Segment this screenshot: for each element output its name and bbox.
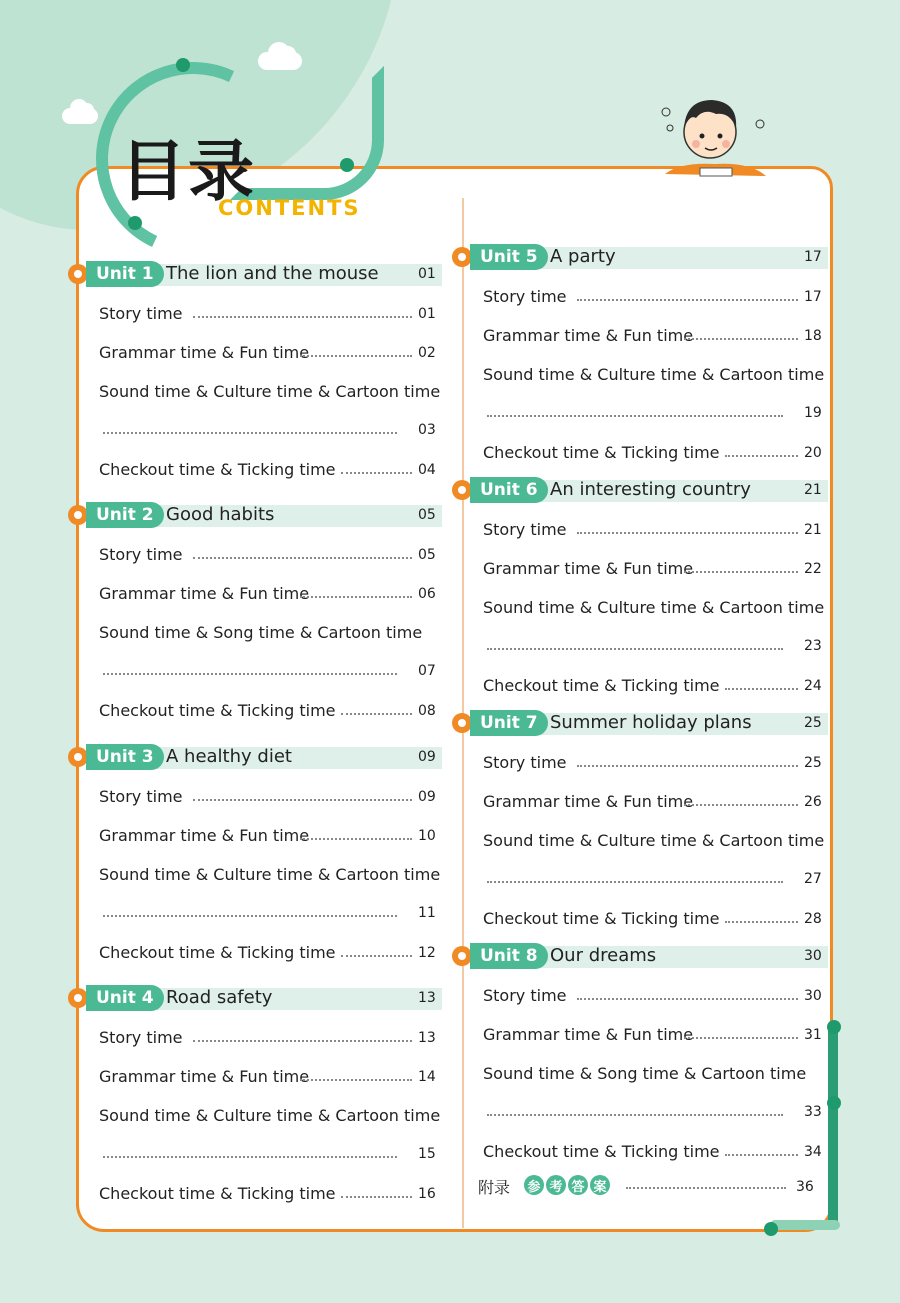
toc-item-page: 14	[418, 1069, 436, 1085]
appendix-page: 36	[796, 1179, 814, 1195]
leader-dots	[684, 1037, 798, 1039]
leader-dots	[341, 1196, 412, 1198]
toc-item-page: 09	[418, 789, 436, 805]
leader-dots	[103, 673, 397, 675]
toc-item-page: 16	[418, 1186, 436, 1202]
leader-dots	[577, 998, 798, 1000]
leader-dots	[341, 472, 412, 474]
leader-dots	[193, 557, 412, 559]
toc-item-label[interactable]: Checkout time & Ticking time	[99, 1184, 336, 1203]
appendix-label[interactable]: 附录	[478, 1178, 511, 1197]
toc-item-page: 17	[804, 289, 822, 305]
decorative-dot	[340, 158, 354, 172]
unit-tag[interactable]: Unit 4	[86, 985, 164, 1011]
leader-dots	[684, 571, 798, 573]
toc-item-page: 05	[418, 547, 436, 563]
unit-tag[interactable]: Unit 8	[470, 943, 548, 969]
unit-title[interactable]: A party	[550, 246, 616, 267]
unit-title[interactable]: Summer holiday plans	[550, 712, 752, 733]
leader-dots	[193, 316, 412, 318]
leader-dots	[577, 765, 798, 767]
answer-key-badge-char: 参	[524, 1175, 544, 1195]
toc-item-label[interactable]: Sound time & Culture time & Cartoon time	[483, 598, 825, 617]
toc-item-page: 24	[804, 678, 822, 694]
toc-item-page: 04	[418, 462, 436, 478]
toc-item-label[interactable]: Sound time & Culture time & Cartoon time	[483, 831, 825, 850]
toc-item-label[interactable]: Sound time & Song time & Cartoon time	[483, 1064, 807, 1083]
toc-item-label[interactable]: Checkout time & Ticking time	[99, 701, 336, 720]
unit-title[interactable]: The lion and the mouse	[166, 263, 379, 284]
unit-page-number: 17	[804, 249, 822, 265]
decorative-dot	[764, 1222, 778, 1236]
toc-item-page: 30	[804, 988, 822, 1004]
toc-item-label[interactable]: Sound time & Song time & Cartoon time	[99, 623, 423, 642]
unit-bullet-icon	[452, 480, 472, 500]
leader-dots	[341, 713, 412, 715]
toc-item-page: 13	[418, 1030, 436, 1046]
toc-item-page: 19	[804, 405, 822, 421]
page-subtitle: CONTENTS	[218, 196, 361, 220]
toc-item-label[interactable]: Story time	[483, 753, 567, 772]
toc-item-page: 22	[804, 561, 822, 577]
toc-item-label[interactable]: Story time	[483, 520, 567, 539]
decorative-dot	[827, 1096, 841, 1110]
leader-dots	[725, 455, 798, 457]
leader-dots	[300, 355, 412, 357]
leader-dots	[487, 648, 783, 650]
toc-item-label[interactable]: Grammar time & Fun time	[483, 792, 694, 811]
toc-item-label[interactable]: Grammar time & Fun time	[99, 584, 310, 603]
unit-page-number: 13	[418, 990, 436, 1006]
decorative-bar	[828, 1026, 838, 1226]
leader-dots	[487, 415, 783, 417]
toc-item-label[interactable]: Story time	[99, 304, 183, 323]
decorative-dot	[176, 58, 190, 72]
leader-dots	[725, 688, 798, 690]
unit-page-number: 09	[418, 749, 436, 765]
leader-dots	[300, 838, 412, 840]
unit-tag[interactable]: Unit 6	[470, 477, 548, 503]
toc-item-page: 11	[418, 905, 436, 921]
leader-dots	[193, 1040, 412, 1042]
toc-item-label[interactable]: Story time	[99, 545, 183, 564]
unit-tag[interactable]: Unit 3	[86, 744, 164, 770]
toc-item-label[interactable]: Sound time & Culture time & Cartoon time	[99, 1106, 441, 1125]
decorative-dot	[827, 1020, 841, 1034]
toc-item-label[interactable]: Grammar time & Fun time	[483, 326, 694, 345]
toc-item-page: 25	[804, 755, 822, 771]
unit-page-number: 30	[804, 948, 822, 964]
unit-page-number: 05	[418, 507, 436, 523]
toc-item-label[interactable]: Sound time & Culture time & Cartoon time	[483, 365, 825, 384]
unit-tag[interactable]: Unit 1	[86, 261, 164, 287]
unit-page-number: 21	[804, 482, 822, 498]
answer-key-badge[interactable]	[524, 1175, 610, 1195]
toc-item-page: 34	[804, 1144, 822, 1160]
toc-item-page: 21	[804, 522, 822, 538]
leader-dots	[577, 299, 798, 301]
toc-item-page: 10	[418, 828, 436, 844]
toc-item-label[interactable]: Grammar time & Fun time	[99, 1067, 310, 1086]
unit-title[interactable]: An interesting country	[550, 479, 751, 500]
toc-item-label[interactable]: Story time	[99, 1028, 183, 1047]
toc-item-page: 31	[804, 1027, 822, 1043]
toc-item-page: 08	[418, 703, 436, 719]
toc-item-page: 20	[804, 445, 822, 461]
unit-tag[interactable]: Unit 2	[86, 502, 164, 528]
leader-dots	[725, 921, 798, 923]
toc-item-label[interactable]: Checkout time & Ticking time	[99, 460, 336, 479]
toc-item-label[interactable]: Checkout time & Ticking time	[483, 1142, 720, 1161]
toc-item-page: 18	[804, 328, 822, 344]
toc-item-page: 02	[418, 345, 436, 361]
toc-item-page: 26	[804, 794, 822, 810]
unit-page-number: 25	[804, 715, 822, 731]
leader-dots	[577, 532, 798, 534]
answer-key-badge-char: 答	[568, 1175, 588, 1195]
answer-key-badge-char: 案	[590, 1175, 610, 1195]
unit-bullet-icon	[68, 264, 88, 284]
answer-key-badge-char: 考	[546, 1175, 566, 1195]
leader-dots	[684, 804, 798, 806]
toc-item-label[interactable]: Story time	[483, 287, 567, 306]
toc-item-page: 15	[418, 1146, 436, 1162]
leader-dots	[487, 1114, 783, 1116]
toc-item-page: 03	[418, 422, 436, 438]
unit-title[interactable]: Our dreams	[550, 945, 657, 966]
unit-bullet-icon	[68, 747, 88, 767]
toc-item-page: 07	[418, 663, 436, 679]
leader-dots	[193, 799, 412, 801]
cloud-icon	[62, 108, 98, 124]
toc-item-label[interactable]: Checkout time & Ticking time	[483, 909, 720, 928]
decorative-bar	[770, 1220, 840, 1230]
toc-item-label[interactable]: Story time	[99, 787, 183, 806]
toc-item-page: 06	[418, 586, 436, 602]
leader-dots	[103, 1156, 397, 1158]
unit-bullet-icon	[452, 713, 472, 733]
toc-item-label[interactable]: Grammar time & Fun time	[99, 826, 310, 845]
unit-bullet-icon	[68, 988, 88, 1008]
leader-dots	[626, 1187, 786, 1189]
toc-item-label[interactable]: Grammar time & Fun time	[99, 343, 310, 362]
unit-bullet-icon	[68, 505, 88, 525]
leader-dots	[300, 1079, 412, 1081]
toc-item-label[interactable]: Grammar time & Fun time	[483, 559, 694, 578]
toc-item-label[interactable]: Sound time & Culture time & Cartoon time	[99, 382, 441, 401]
leader-dots	[300, 596, 412, 598]
leader-dots	[341, 955, 412, 957]
toc-item-label[interactable]: Checkout time & Ticking time	[99, 943, 336, 962]
leader-dots	[103, 432, 397, 434]
toc-item-page: 33	[804, 1104, 822, 1120]
toc-item-label[interactable]: Story time	[483, 986, 567, 1005]
page-title: 目录	[120, 133, 256, 210]
unit-tag[interactable]: Unit 5	[470, 244, 548, 270]
decorative-dot	[128, 216, 142, 230]
toc-item-page: 12	[418, 945, 436, 961]
unit-title[interactable]: A healthy diet	[166, 746, 292, 767]
leader-dots	[103, 915, 397, 917]
toc-item-label[interactable]: Grammar time & Fun time	[483, 1025, 694, 1044]
leader-dots	[684, 338, 798, 340]
toc-item-label[interactable]: Checkout time & Ticking time	[483, 676, 720, 695]
toc-item-label[interactable]: Checkout time & Ticking time	[483, 443, 720, 462]
toc-item-label[interactable]: Sound time & Culture time & Cartoon time	[99, 865, 441, 884]
unit-bullet-icon	[452, 946, 472, 966]
toc-item-page: 01	[418, 306, 436, 322]
leader-dots	[725, 1154, 798, 1156]
unit-page-number: 01	[418, 266, 436, 282]
unit-title[interactable]: Good habits	[166, 504, 275, 525]
boy-reading-illustration	[660, 84, 770, 184]
unit-title[interactable]: Road safety	[166, 987, 273, 1008]
unit-tag[interactable]: Unit 7	[470, 710, 548, 736]
leader-dots	[487, 881, 783, 883]
toc-item-page: 28	[804, 911, 822, 927]
toc-item-page: 27	[804, 871, 822, 887]
toc-item-page: 23	[804, 638, 822, 654]
unit-bullet-icon	[452, 247, 472, 267]
